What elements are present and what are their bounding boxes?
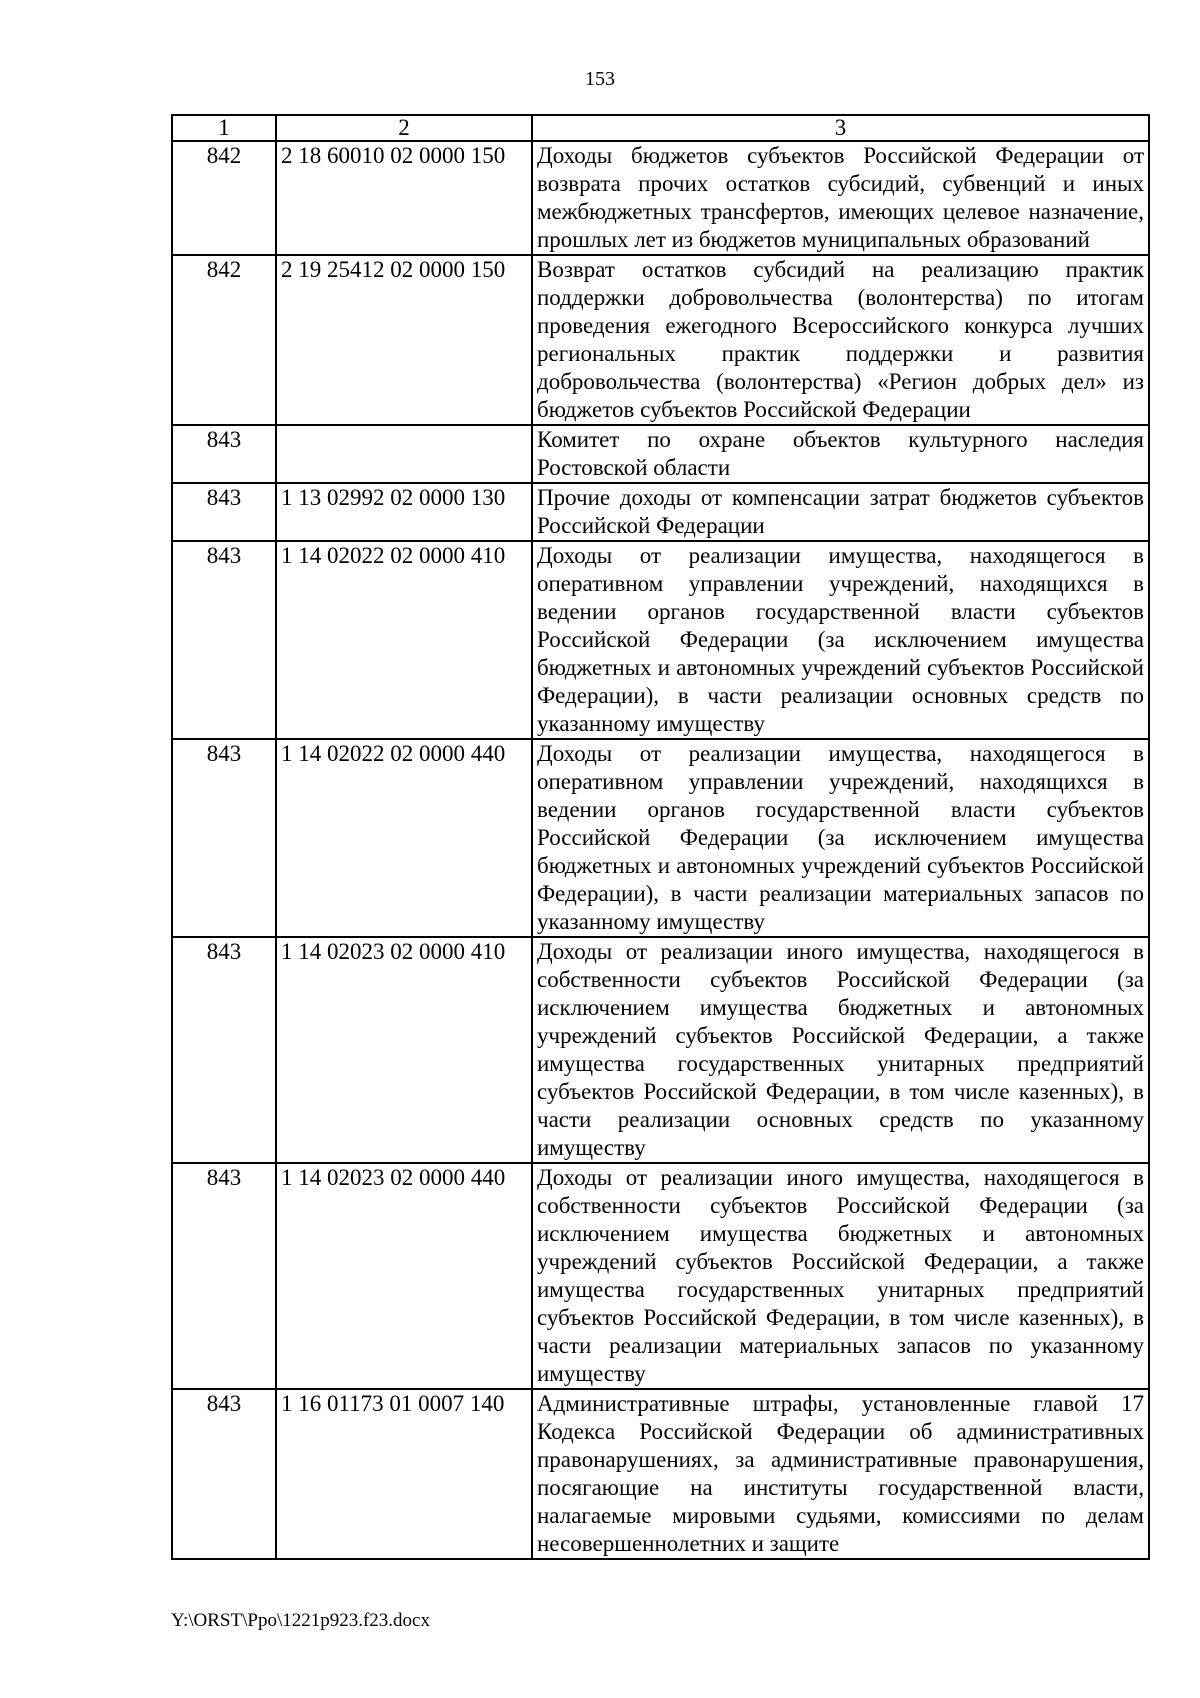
revenue-name-cell: Доходы бюджетов субъектов Российской Федерации от возврата прочих остатков субсидий, субвенций и иных межбюджетных трансфертов, имеющих целевое назначение, прошлых лет из бюджетов муниципальных образований	[532, 141, 1149, 255]
admin-code-cell: 843	[172, 541, 276, 739]
revenue-code-cell: 1 14 02023 02 0000 410	[276, 937, 532, 1163]
revenue-code-cell: 1 14 02023 02 0000 440	[276, 1163, 532, 1389]
page-number: 153	[585, 68, 615, 90]
revenue-code-cell: 2 18 60010 02 0000 150	[276, 141, 532, 255]
revenue-name-cell: Комитет по охране объектов культурного наследия Ростовской области	[532, 425, 1149, 483]
revenue-name-cell: Доходы от реализации иного имущества, находящегося в собственности субъектов Российской Федерации (за исключением имущества бюджетных и автономных учреждений субъектов Российской Федерации, а также имущества государственных унитарных предприятий субъектов Российской Федерации, в том числе казенных), в части реализации материальных запасов по указанному имуществу	[532, 1163, 1149, 1389]
column-number-2: 2	[276, 115, 532, 141]
table-header-row	[172, 115, 1149, 141]
admin-code-cell: 843	[172, 483, 276, 541]
table-row	[172, 1163, 1149, 1389]
table-row	[172, 255, 1149, 425]
admin-code-cell: 843	[172, 425, 276, 483]
revenue-name-cell: Доходы от реализации имущества, находящегося в оперативном управлении учреждений, находящихся в ведении органов государственной власти субъектов Российской Федерации (за исключением имущества бюджетных и автономных учреждений субъектов Российской Федерации), в части реализации материальных запасов по указанному имуществу	[532, 739, 1149, 937]
footer-file-path: Y:\ORST\Ppo\1221p923.f23.docx	[171, 1610, 430, 1631]
revenue-code-cell: 1 14 02022 02 0000 440	[276, 739, 532, 937]
revenue-code-cell: 1 14 02022 02 0000 410	[276, 541, 532, 739]
table-row	[172, 937, 1149, 1163]
admin-code-cell: 843	[172, 937, 276, 1163]
table-row	[172, 1389, 1149, 1559]
admin-code-cell: 843	[172, 1163, 276, 1389]
revenue-name-cell: Доходы от реализации иного имущества, находящегося в собственности субъектов Российской Федерации (за исключением имущества бюджетных и автономных учреждений субъектов Российской Федерации, а также имущества государственных унитарных предприятий субъектов Российской Федерации, в том числе казенных), в части реализации основных средств по указанному имуществу	[532, 937, 1149, 1163]
admin-code-cell: 843	[172, 739, 276, 937]
revenue-codes-table	[171, 114, 1150, 1560]
admin-code-cell: 843	[172, 1389, 276, 1559]
table-row	[172, 425, 1149, 483]
revenue-code-cell	[276, 425, 532, 483]
table-row	[172, 541, 1149, 739]
table-row	[172, 739, 1149, 937]
revenue-name-cell: Возврат остатков субсидий на реализацию практик поддержки добровольчества (волонтерства) по итогам проведения ежегодного Всероссийского конкурса лучших региональных практик поддержки и развития добровольчества (волонтерства) «Регион добрых дел» из бюджетов субъектов Российской Федерации	[532, 255, 1149, 425]
table-row	[172, 483, 1149, 541]
revenue-code-cell: 2 19 25412 02 0000 150	[276, 255, 532, 425]
admin-code-cell: 842	[172, 141, 276, 255]
column-number-1: 1	[172, 115, 276, 141]
revenue-name-cell: Доходы от реализации имущества, находящегося в оперативном управлении учреждений, находящихся в ведении органов государственной власти субъектов Российской Федерации (за исключением имущества бюджетных и автономных учреждений субъектов Российской Федерации), в части реализации основных средств по указанному имуществу	[532, 541, 1149, 739]
table-row	[172, 141, 1149, 255]
admin-code-cell: 842	[172, 255, 276, 425]
column-number-3: 3	[532, 115, 1149, 141]
revenue-code-cell: 1 16 01173 01 0007 140	[276, 1389, 532, 1559]
revenue-code-cell: 1 13 02992 02 0000 130	[276, 483, 532, 541]
revenue-name-cell: Административные штрафы, установленные главой 17 Кодекса Российской Федерации об административных правонарушениях, за административные правонарушения, посягающие на институты государственной власти, налагаемые мировыми судьями, комиссиями по делам несовершеннолетних и защите	[532, 1389, 1149, 1559]
revenue-name-cell: Прочие доходы от компенсации затрат бюджетов субъектов Российской Федерации	[532, 483, 1149, 541]
